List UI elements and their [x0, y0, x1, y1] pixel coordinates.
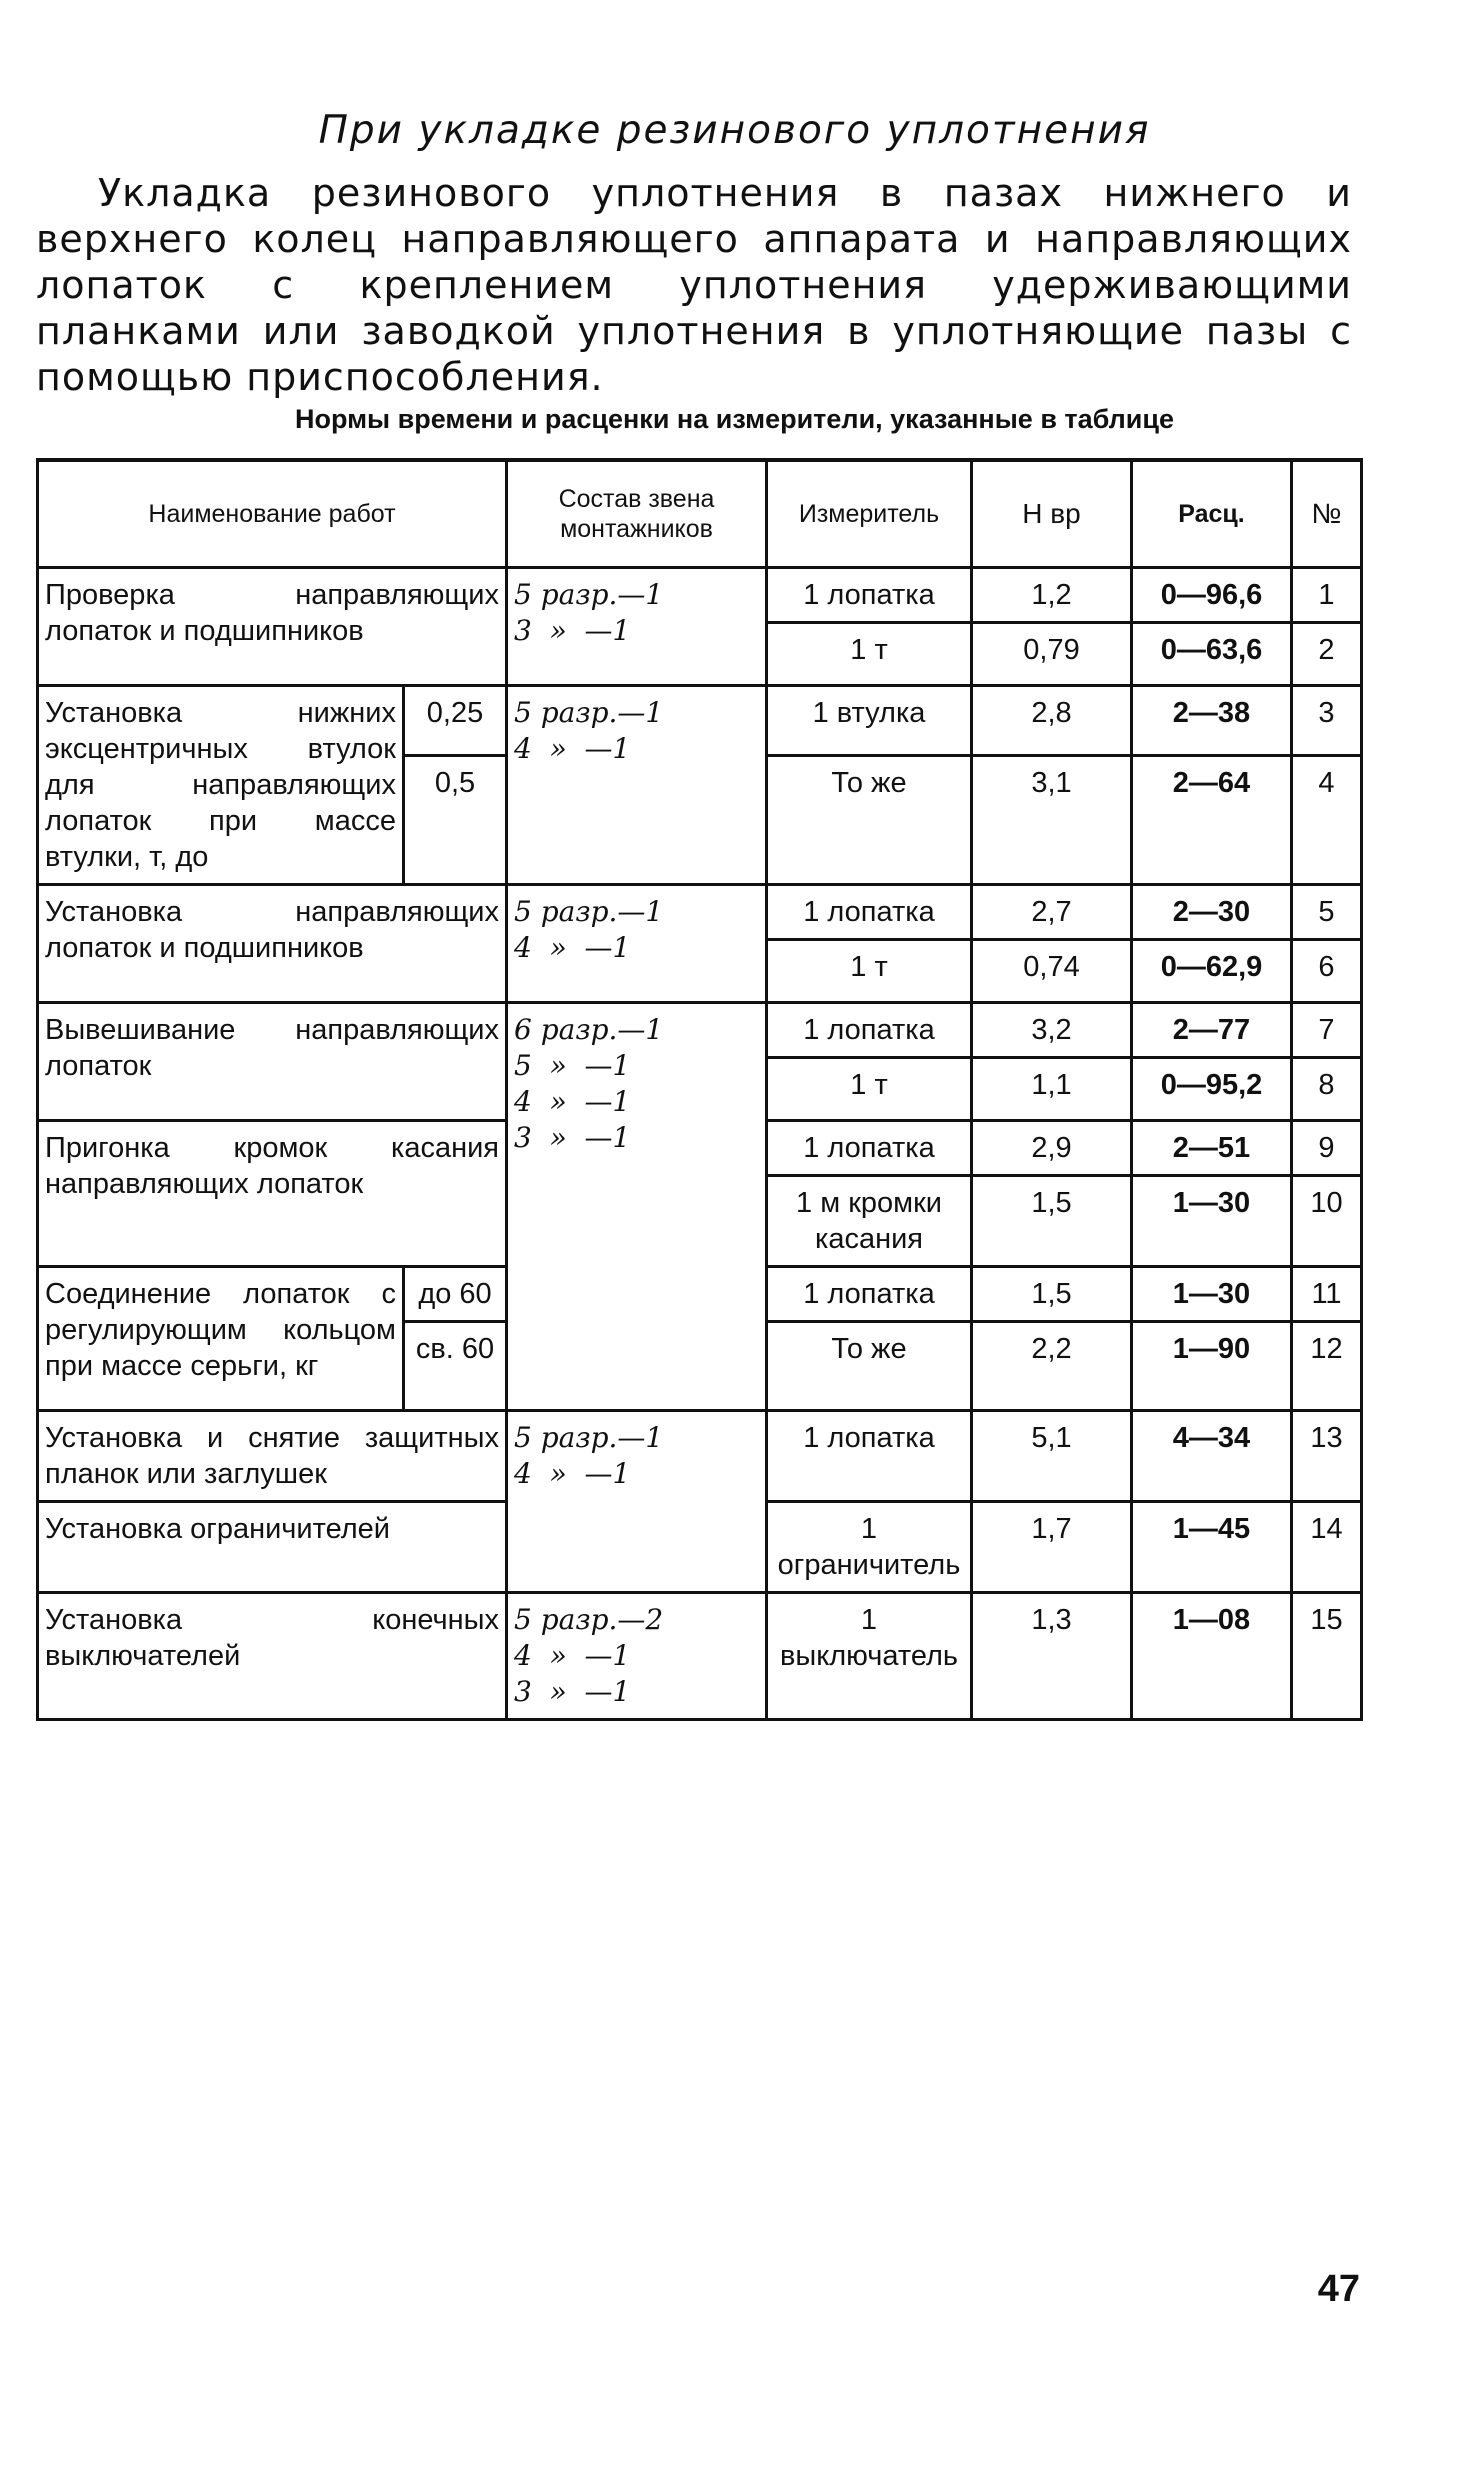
time-norm-cell: 0,74: [972, 940, 1132, 1003]
crew-composition: [507, 568, 767, 686]
unit-cell: То же: [767, 1322, 972, 1411]
row-number-cell: 9: [1292, 1121, 1362, 1176]
rate-cell: 0—96,6: [1132, 568, 1292, 623]
crew-line: 5 разр.—1: [514, 696, 664, 729]
mass-cell: 0,25: [404, 686, 507, 756]
time-norm-cell: 3,1: [972, 756, 1132, 885]
crew-line: 5 разр.—1: [514, 1421, 664, 1454]
row-number-cell: 3: [1292, 686, 1362, 756]
row-number-cell: 10: [1292, 1176, 1362, 1267]
mass-cell: 0,5: [404, 756, 507, 885]
time-norm-cell: 1,2: [972, 568, 1132, 623]
rate-cell: 1—30: [1132, 1267, 1292, 1322]
crew-line: 4 » —1: [514, 1639, 631, 1672]
rate-cell: 1—30: [1132, 1176, 1292, 1267]
time-norm-cell: 3,2: [972, 1003, 1132, 1058]
work-name: Вывешивание направляющих лопаток: [38, 1003, 507, 1121]
table-row: [38, 1593, 1362, 1720]
crew-composition: [507, 686, 767, 885]
row-number-cell: 7: [1292, 1003, 1362, 1058]
row-number-cell: 12: [1292, 1322, 1362, 1411]
rate-cell: 2—51: [1132, 1121, 1292, 1176]
time-norm-cell: 5,1: [972, 1411, 1132, 1502]
crew-line: 4 » —1: [514, 1085, 631, 1118]
rate-cell: 2—30: [1132, 885, 1292, 940]
row-number-cell: 14: [1292, 1502, 1362, 1593]
section-title: При укладке резинового уплотнения: [318, 108, 1151, 153]
row-number-cell: 2: [1292, 623, 1362, 686]
crew-line: 5 разр.—2: [514, 1603, 664, 1636]
row-number-cell: 5: [1292, 885, 1362, 940]
time-norm-cell: 2,9: [972, 1121, 1132, 1176]
unit-cell: 1 т: [767, 940, 972, 1003]
unit-cell: 1 лопатка: [767, 568, 972, 623]
row-number-cell: 13: [1292, 1411, 1362, 1502]
work-name: Установка ограничителей: [38, 1502, 507, 1593]
mass-cell: св. 60: [404, 1322, 507, 1411]
row-number-cell: 1: [1292, 568, 1362, 623]
header-no: №: [1292, 460, 1362, 568]
time-norm-cell: 1,3: [972, 1593, 1132, 1720]
header-name: Наименование работ: [38, 460, 507, 568]
rate-cell: 0—95,2: [1132, 1058, 1292, 1121]
time-norm-cell: 2,2: [972, 1322, 1132, 1411]
rate-cell: 0—63,6: [1132, 623, 1292, 686]
work-name: Пригонка кромок касания направляющих лопаток: [38, 1121, 507, 1267]
unit-cell: 1 м кромки касания: [767, 1176, 972, 1267]
work-name: Установка нижних эксцентричных втулок для направляющих лопаток при массе втулки, т, до: [38, 686, 404, 885]
time-norm-cell: 2,8: [972, 686, 1132, 756]
rate-cell: 0—62,9: [1132, 940, 1292, 1003]
time-norm-cell: 1,5: [972, 1176, 1132, 1267]
crew-line: 3 » —1: [514, 1675, 631, 1708]
crew-line: 5 разр.—1: [514, 895, 664, 928]
table-header-row: [38, 460, 1362, 568]
unit-cell: 1 лопатка: [767, 1003, 972, 1058]
header-crew: Состав звена монтажников: [507, 460, 767, 568]
time-norm-cell: 1,7: [972, 1502, 1132, 1593]
table-row: [38, 686, 1362, 756]
crew-composition: [507, 1593, 767, 1720]
mass-cell: до 60: [404, 1267, 507, 1322]
crew-line: 4 » —1: [514, 732, 631, 765]
header-hvr: Н вр: [972, 460, 1132, 568]
rate-cell: 2—64: [1132, 756, 1292, 885]
rate-cell: 1—08: [1132, 1593, 1292, 1720]
rate-cell: 1—90: [1132, 1322, 1292, 1411]
unit-cell: 1 выключатель: [767, 1593, 972, 1720]
norms-table: [36, 458, 1363, 1721]
unit-cell: 1 лопатка: [767, 885, 972, 940]
table-row: [38, 1003, 1362, 1058]
crew-composition: [507, 885, 767, 1003]
rate-cell: 2—77: [1132, 1003, 1292, 1058]
crew-line: 3 » —1: [514, 614, 631, 647]
work-name: Установка и снятие защитных планок или заглушек: [38, 1411, 507, 1502]
page-number: 47: [1317, 2268, 1360, 2310]
crew-line: 3 » —1: [514, 1121, 631, 1154]
unit-cell: 1 втулка: [767, 686, 972, 756]
unit-cell: 1 ограничитель: [767, 1502, 972, 1593]
row-number-cell: 4: [1292, 756, 1362, 885]
unit-cell: 1 т: [767, 1058, 972, 1121]
work-name: Установка направляющих лопаток и подшипников: [38, 885, 507, 1003]
table-row: [38, 1411, 1362, 1502]
crew-line: 5 разр.—1: [514, 578, 664, 611]
row-number-cell: 11: [1292, 1267, 1362, 1322]
rate-cell: 1—45: [1132, 1502, 1292, 1593]
time-norm-cell: 1,5: [972, 1267, 1132, 1322]
unit-cell: 1 т: [767, 623, 972, 686]
crew-composition: [507, 1003, 767, 1411]
work-name: Установка конечных выключателей: [38, 1593, 507, 1720]
table-row: [38, 568, 1362, 623]
crew-line: 4 » —1: [514, 1457, 631, 1490]
row-number-cell: 6: [1292, 940, 1362, 1003]
unit-cell: 1 лопатка: [767, 1267, 972, 1322]
work-name: Соединение лопаток с регулирующим кольцом при массе серьги, кг: [38, 1267, 404, 1411]
header-rate: Расц.: [1132, 460, 1292, 568]
unit-cell: 1 лопатка: [767, 1121, 972, 1176]
table-row: [38, 885, 1362, 940]
crew-line: 4 » —1: [514, 931, 631, 964]
rate-cell: 2—38: [1132, 686, 1292, 756]
crew-line: 5 » —1: [514, 1049, 631, 1082]
work-name: Проверка направляющих лопаток и подшипников: [38, 568, 507, 686]
unit-cell: 1 лопатка: [767, 1411, 972, 1502]
time-norm-cell: 0,79: [972, 623, 1132, 686]
time-norm-cell: 2,7: [972, 885, 1132, 940]
header-unit: Измеритель: [767, 460, 972, 568]
rate-cell: 4—34: [1132, 1411, 1292, 1502]
crew-composition: [507, 1411, 767, 1593]
unit-cell: То же: [767, 756, 972, 885]
table-caption: Нормы времени и расценки на измерители, указанные в таблице: [294, 404, 1175, 434]
crew-line: 6 разр.—1: [514, 1013, 664, 1046]
row-number-cell: 8: [1292, 1058, 1362, 1121]
time-norm-cell: 1,1: [972, 1058, 1132, 1121]
row-number-cell: 15: [1292, 1593, 1362, 1720]
intro-paragraph: Укладка резинового уплотнения в пазах нижнего и верхнего колец направляющего аппарата и направляющих лопаток с креплением уплотнения удерживающими планками или заводкой уплотнения в уплотняющие пазы с помощью приспособления.: [36, 171, 1352, 399]
